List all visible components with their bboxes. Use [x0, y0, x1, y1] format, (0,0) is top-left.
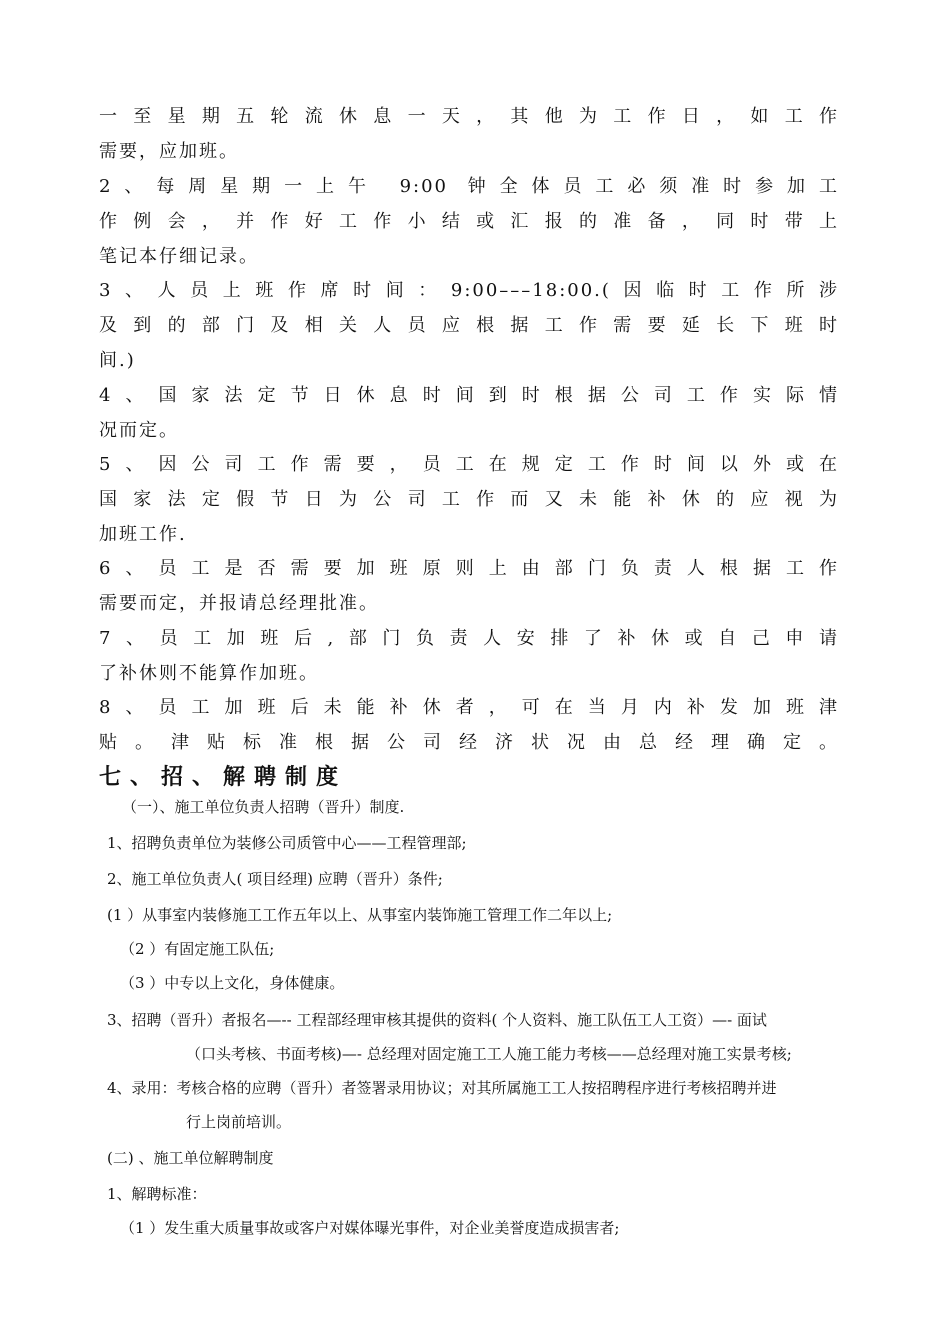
- paragraph-line: 加班工作.: [99, 524, 187, 545]
- paragraph-line: 国家法定假节日为公司工作而又未能补休的应视为: [99, 489, 839, 510]
- paragraph-line: 了补休则不能算作加班。: [99, 663, 319, 684]
- list-item: 4、录用：考核合格的应聘（晋升）者签署录用协议；对其所属施工工人按招聘程序进行考核招聘并进: [107, 1079, 777, 1097]
- subsection-title: (二) 、施工单位解聘制度: [107, 1149, 274, 1167]
- list-item-continuation: （口头考核、书面考核)—- 总经理对固定施工工人施工能力考核——总经理对施工实景考核;: [186, 1045, 792, 1063]
- paragraph-line: 一至星期五轮流休息一天，其他为工作日，如工作: [99, 106, 839, 127]
- section-heading: 七、招、解聘制度: [99, 765, 348, 790]
- paragraph-line: 及到的部门及相关人员应根据工作需要延长下班时: [99, 315, 839, 336]
- rule-item-6: 6、员工是否需要加班原则上由部门负责人根据工作: [99, 558, 839, 579]
- rule-item-4: 4、国家法定节日休息时间到时根据公司工作实际情: [99, 385, 839, 406]
- list-item: （2 ）有固定施工队伍;: [120, 940, 275, 958]
- list-item-continuation: 行上岗前培训。: [186, 1113, 292, 1131]
- rule-item-8: 8、员工加班后未能补休者，可在当月内补发加班津: [99, 697, 839, 718]
- list-item: 2、施工单位负责人( 项目经理) 应聘（晋升）条件;: [107, 870, 443, 888]
- list-item: （3 ）中专以上文化，身体健康。: [120, 974, 345, 992]
- subsection-title: （一）、施工单位负责人招聘（晋升）制度.: [122, 798, 405, 816]
- paragraph-line: 间.): [99, 350, 136, 371]
- list-item: 1、解聘标准：: [107, 1185, 207, 1203]
- list-item: 1、招聘负责单位为装修公司质管中心——工程管理部;: [107, 834, 467, 852]
- rule-item-2: 2、每周星期一上午 9:00 钟全体员工必须准时参加工: [99, 176, 839, 197]
- paragraph-line: 笔记本仔细记录。: [99, 246, 259, 267]
- list-item: (1 ）从事室内装修施工工作五年以上、从事室内装饰施工管理工作二年以上;: [107, 906, 613, 924]
- rule-item-5: 5、因公司工作需要，员工在规定工作时间以外或在: [99, 454, 839, 475]
- paragraph-line: 况而定。: [99, 420, 179, 441]
- rule-item-7: 7、员工加班后,部门负责人安排了补休或自己申请: [99, 628, 839, 649]
- list-item: （1 ）发生重大质量事故或客户对媒体曝光事件，对企业美誉度造成损害者;: [120, 1219, 620, 1237]
- paragraph-line: 贴。津贴标准根据公司经济状况由总经理确定。: [99, 732, 839, 753]
- paragraph-line: 需要而定，并报请总经理批准。: [99, 593, 379, 614]
- rule-item-3: 3、人员上班作席时间：9:00–––18:00.(因临时工作所涉: [99, 280, 839, 301]
- list-item: 3、招聘（晋升）者报名—-- 工程部经理审核其提供的资料( 个人资料、施工队伍工人工资）—- 面试: [107, 1011, 767, 1029]
- paragraph-line: 作例会，并作好工作小结或汇报的准备，同时带上: [99, 211, 839, 232]
- paragraph-line: 需要，应加班。: [99, 141, 239, 162]
